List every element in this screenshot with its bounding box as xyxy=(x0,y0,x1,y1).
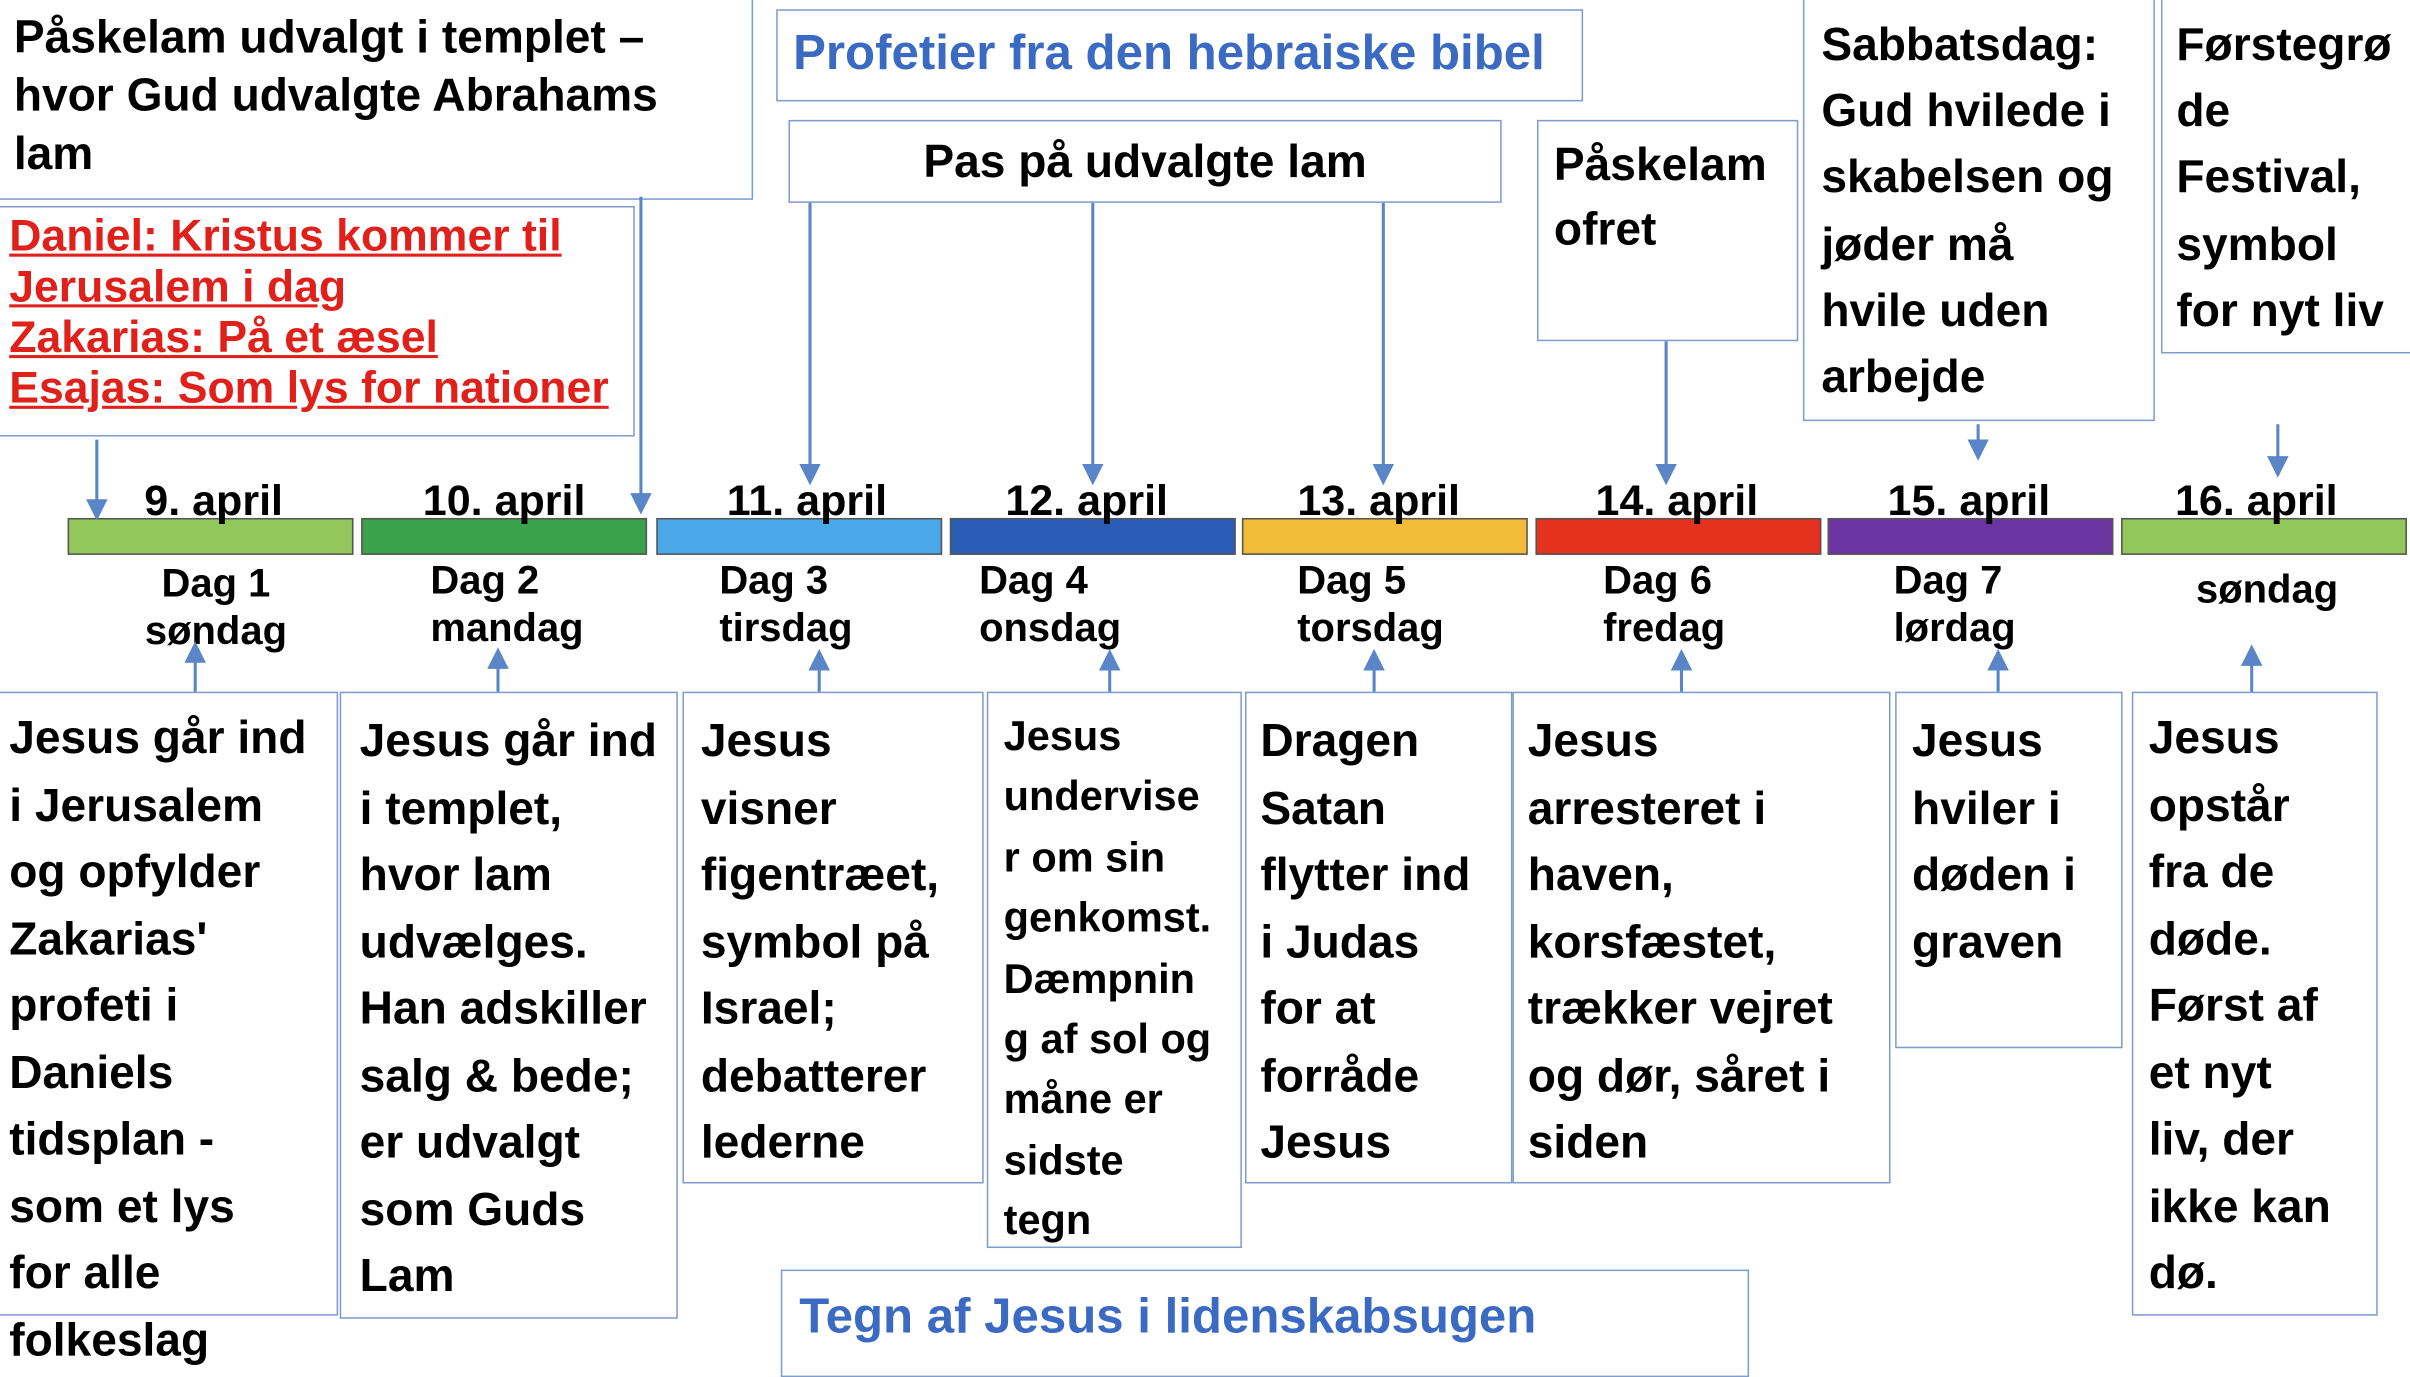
event-text: Jesus går ind i templet, hvor lam udvælges. Han adskiller salg & bede; er udvalgt som Guds Lam xyxy=(359,716,657,1302)
day-label: Dag 4 onsdag xyxy=(979,556,1122,650)
firstfruits-text: Førstegrø de Festival, symbol for nyt liv xyxy=(2176,19,2392,337)
date-label: 11. april xyxy=(726,476,888,525)
prophecy-line: Zakarias: På et æsel xyxy=(9,313,438,363)
bottom-title: Tegn af Jesus i lidenskabsugen xyxy=(799,1288,1537,1344)
prophecy-line: Daniel: Kristus kommer til xyxy=(9,212,562,262)
day-label: søndag xyxy=(2196,565,2339,612)
lamb-sacrificed-text: Påskelam ofret xyxy=(1553,139,1767,256)
day-label: Dag 1 søndag xyxy=(144,559,287,653)
prophecy-line: Jerusalem i dag xyxy=(9,262,347,313)
day-label: Dag 3 tirsdag xyxy=(719,556,853,650)
date-label: 16. april xyxy=(2174,476,2338,525)
sabbath-text: Sabbatsdag: Gud hvilede i skabelsen og jøder må hvile uden arbejde xyxy=(1821,19,2114,403)
day-label: Dag 6 fredag xyxy=(1603,556,1726,650)
top-title: Profetier fra den hebraiske bibel xyxy=(793,24,1545,80)
day-label: Dag 2 mandag xyxy=(430,556,584,650)
event-text: Dragen Satan flytter ind i Judas for at forråde Jesus xyxy=(1260,716,1471,1169)
passover-lamb-text: Påskelam udvalgt i templet – hvor Gud udvalgte Abrahams lam xyxy=(13,12,658,181)
event-text: Jesus arresteret i haven, korsfæstet, trækker vejret og dør, såret i siden xyxy=(1527,716,1833,1169)
date-label: 14. april xyxy=(1595,476,1759,525)
day-label: Dag 7 lørdag xyxy=(1893,556,2016,650)
event-text: Jesus hviler i døden i graven xyxy=(1912,716,2076,968)
date-label: 12. april xyxy=(1005,476,1168,525)
event-text: Jesus går ind i Jerusalem og opfylder Zakarias' profeti i Daniels tidsplan - som et lys for alle folkeslag xyxy=(9,713,307,1366)
day-label: Dag 5 torsdag xyxy=(1297,556,1444,650)
prophecy-line: Esajas: Som lys for nationer xyxy=(9,364,609,414)
event-text: Jesus visner figentræet, symbol på Israel; debatterer lederne xyxy=(700,716,940,1169)
watch-lamb-text: Pas på udvalgte lam xyxy=(923,136,1367,188)
event-text: Jesus undervise r om sin genkomst. Dæmpnin g af sol og måne er sidste tegn xyxy=(1003,713,1212,1244)
date-label: 15. april xyxy=(1887,476,2051,525)
event-text: Jesus opstår fra de døde. Først af et nyt liv, der ikke kan dø. xyxy=(2148,713,2331,1299)
date-label: 9. april xyxy=(144,476,284,525)
date-label: 10. april xyxy=(422,476,586,525)
date-label: 13. april xyxy=(1297,476,1461,525)
